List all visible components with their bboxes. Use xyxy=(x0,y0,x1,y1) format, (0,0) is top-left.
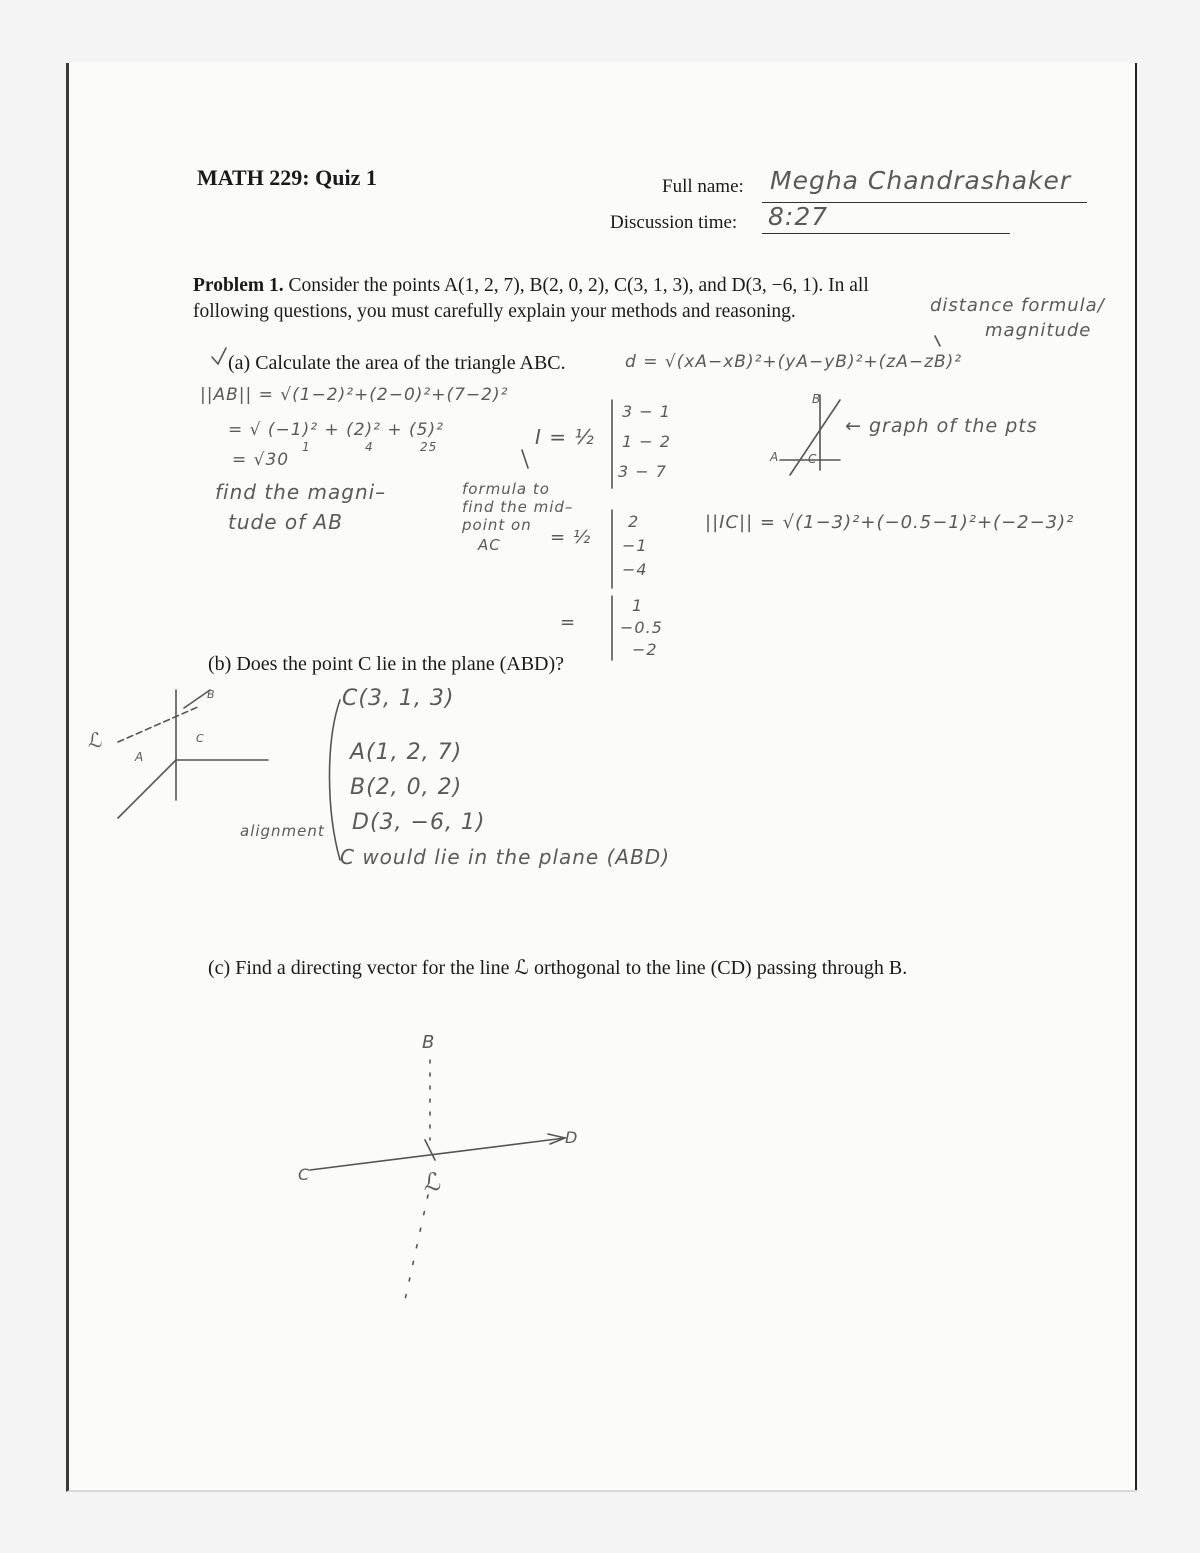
problem-label: Problem 1. xyxy=(193,275,284,296)
hw-i-col1: 3 − 1 xyxy=(622,402,671,421)
problem-text-1: Consider the points A(1, 2, 7), B(2, 0, 2), C(3, 1, 3), and D(3, −6, 1). In all xyxy=(288,275,869,296)
hw-distance-equation: d = √(xA−xB)²+(yA−yB)²+(zA−zB)² xyxy=(625,352,963,372)
discussion-time-value: 8:27 xyxy=(768,202,829,231)
sketch-a-axis-1 xyxy=(790,400,840,475)
sketch-b-label-c: C xyxy=(196,732,205,745)
sketch-c-line-bottom xyxy=(405,1195,428,1300)
part-a-question: (a) Calculate the area of the triangle ABC. xyxy=(228,352,566,374)
hw-m-col1: 2 xyxy=(628,512,640,531)
sketch-b-axis-y xyxy=(118,760,176,818)
discussion-time-label: Discussion time: xyxy=(610,212,738,233)
sketch-b-label-b: B xyxy=(207,688,216,701)
hw-m-col3: −4 xyxy=(622,560,648,579)
hw-r-col1: 1 xyxy=(632,596,644,615)
part-c-question: (c) Find a directing vector for the line ℒ orthogonal to the line (CD) passing through B. xyxy=(208,957,908,979)
hw-i-equation: I = ½ xyxy=(535,425,595,449)
sketch-a-label-a: A xyxy=(770,450,780,464)
hw-i-col3: 3 − 7 xyxy=(618,462,667,481)
sketch-a-label-c: C xyxy=(808,452,818,466)
hw-i-col2: 1 − 2 xyxy=(622,432,671,451)
hw-find-mag-1: find the magni– xyxy=(215,480,387,504)
hw-d-point: D(3, −6, 1) xyxy=(352,810,486,835)
sketch-c-line-cd xyxy=(310,1138,565,1170)
sketch-b-label-a: A xyxy=(135,750,145,764)
sketch-c-label-b: B xyxy=(422,1032,436,1053)
hw-a-point: A(1, 2, 7) xyxy=(350,740,463,765)
hw-ab-under1: 1 xyxy=(302,440,311,454)
hw-half-2: = ½ xyxy=(550,527,592,548)
sketch-c-label-c: C xyxy=(298,1165,311,1184)
hw-ab-line3: = √30 xyxy=(232,450,290,470)
full-name-label: Full name: xyxy=(662,176,744,197)
hw-ab-line2: = √ (−1)² + (2)² + (5)² xyxy=(228,420,444,440)
sketch-c-label-l: ℒ xyxy=(424,1168,443,1196)
course-title: MATH 229: Quiz 1 xyxy=(197,165,377,190)
hw-r-col2: −0.5 xyxy=(620,618,663,637)
problem-text-2: following questions, you must carefully explain your methods and reasoning. xyxy=(193,301,796,322)
pointer-arrow xyxy=(522,450,528,468)
sketch-c-label-d: D xyxy=(565,1128,579,1147)
sketch-a-label-b: B xyxy=(812,392,822,406)
hw-conclusion: C would lie in the plane (ABD) xyxy=(340,845,670,869)
sketch-b-arrow xyxy=(184,690,210,708)
hw-magnitude: magnitude xyxy=(985,320,1092,341)
hw-graph-note: ← graph of the pts xyxy=(845,415,1038,437)
hw-formula-4: AC xyxy=(478,536,501,554)
sketch-b-bracket xyxy=(330,700,341,860)
hw-alignment: alignment xyxy=(240,822,325,840)
sketch-b-label-l: ℒ xyxy=(88,728,104,752)
hw-formula-3: point on xyxy=(462,516,532,534)
hw-r-col3: −2 xyxy=(632,640,658,659)
hw-ab-line1: ||AB|| = √(1−2)²+(2−0)²+(7−2)² xyxy=(200,385,509,405)
part-b-question: (b) Does the point C lie in the plane (ABD)? xyxy=(208,653,565,675)
full-name-value: Megha Chandrashaker xyxy=(770,166,1072,195)
sketch-c-right-angle xyxy=(425,1140,435,1160)
hw-formula-1: formula to xyxy=(462,480,550,498)
hw-ic-equation: ||IC|| = √(1−3)²+(−0.5−1)²+(−2−3)² xyxy=(705,512,1075,533)
hw-ab-under2: 4 xyxy=(365,440,374,454)
hw-b-point: B(2, 0, 2) xyxy=(350,775,463,800)
hw-m-col2: −1 xyxy=(622,536,648,555)
sketch-b-line xyxy=(118,706,200,742)
hw-distance-formula: distance formula/ xyxy=(930,295,1105,316)
hw-eq-3: = xyxy=(560,612,577,633)
hw-c-point: C(3, 1, 3) xyxy=(342,686,455,711)
small-arrow xyxy=(935,336,940,346)
hw-formula-2: find the mid– xyxy=(462,498,574,516)
check-mark xyxy=(212,348,226,364)
hw-find-mag-2: tude of AB xyxy=(228,510,343,534)
hw-ab-under3: 25 xyxy=(420,440,438,454)
